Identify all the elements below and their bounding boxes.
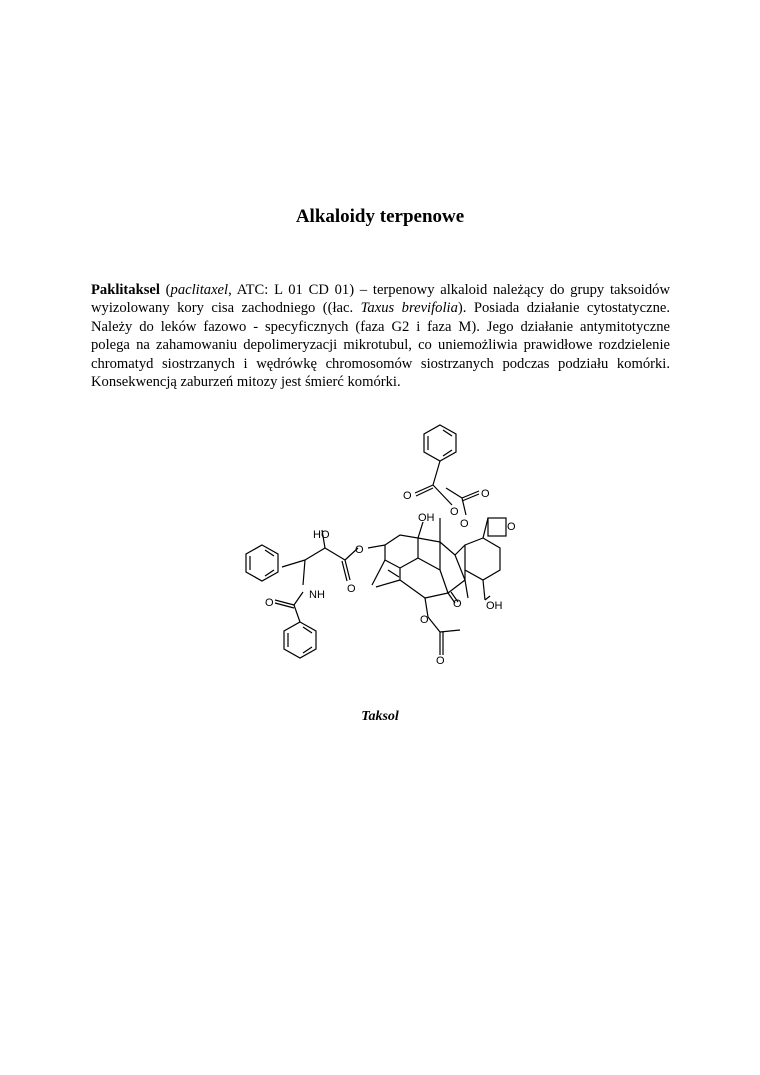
figure-caption: Taksol — [361, 709, 399, 724]
term-bold: Paklitaksel — [91, 282, 160, 298]
label-o-acetyl-link: O — [460, 518, 469, 530]
description-paragraph — [91, 281, 670, 391]
benzene-ring-bottom — [284, 622, 316, 658]
latin-name-italic: paclitaxel — [170, 282, 229, 298]
text-part-3: ). Posiada działanie cytostatyczne. Należy do leków fazowo - specyficznych (faza G2 i faza M). Jego działanie antymitotyczne polega na zahamowaniu depolimeryzacji mikrotubul, co uniemożliwia prawidłowe rozdzielenie chromatyd siostrzanych i wędrówkę chromosomów siostrzanych podczas podziału komórki. Konsekwencją zaburzeń mitozy jest śmierć komórki. — [91, 300, 670, 391]
label-ho: HO — [313, 529, 330, 541]
label-o-ketone: O — [453, 598, 462, 610]
label-o-amide: O — [265, 597, 274, 609]
label-o-carbonyl-left: O — [347, 583, 356, 595]
benzene-ring-left — [246, 545, 278, 581]
text-part-1: ( — [159, 282, 171, 298]
species-italic: Taxus brevifolia — [360, 300, 458, 317]
label-oh-bottom: OH — [486, 600, 503, 612]
label-o-acetyl2-carbonyl: O — [436, 655, 445, 667]
text-part-2: , ATC: L 01 CD 01) – terpenowy alkaloid należący do grupy taksoidów wyizolowany kory cisa zachodniego ((łac. — [91, 282, 670, 317]
section-heading: Alkaloidy terpenowe — [295, 206, 465, 227]
taxane-core — [372, 518, 506, 655]
label-o-acetyl-carbonyl: O — [481, 488, 490, 500]
chemical-structure-figure — [230, 415, 530, 675]
benzene-ring-top — [424, 425, 456, 461]
label-o-acetyl2-link: O — [420, 614, 429, 626]
label-o-ester-left: O — [355, 544, 364, 556]
label-oh-top: OH — [418, 512, 435, 524]
label-o-oxetane: O — [507, 521, 516, 533]
label-o-benzoyl-link: O — [450, 506, 459, 518]
label-nh: NH — [309, 589, 325, 601]
taxol-structure-diagram — [230, 415, 530, 675]
label-o-benzoyl-carbonyl: O — [403, 490, 412, 502]
